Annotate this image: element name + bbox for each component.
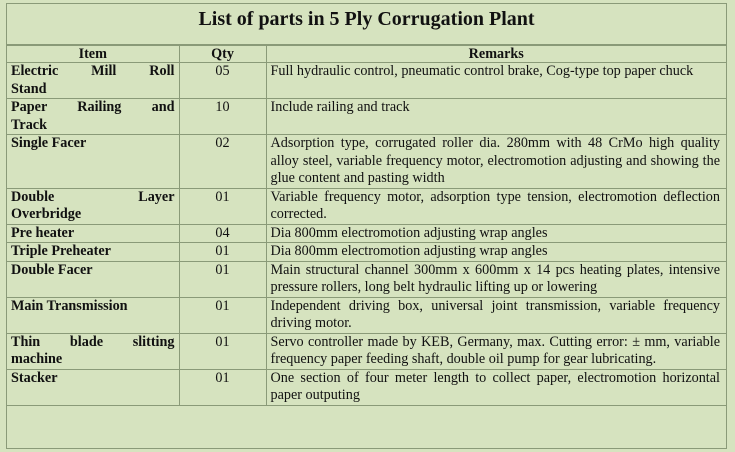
item-name-line: Single Facer [11, 135, 87, 151]
item-cell [7, 297, 179, 333]
item-cell [7, 243, 179, 262]
item-cell [7, 188, 179, 224]
remarks-cell: Variable frequency motor, adsorption type tension, electromotion deflection corrected. [266, 188, 726, 224]
remarks-cell: Dia 800mm electromotion adjusting wrap angles [266, 224, 726, 243]
item-name-line: Thin blade slitting [11, 333, 175, 350]
qty-cell: 10 [179, 99, 266, 135]
table-row [7, 333, 726, 369]
qty-cell: 04 [179, 224, 266, 243]
item-name-line: Stand [11, 80, 47, 97]
qty-cell: 02 [179, 135, 266, 189]
parts-table-body [7, 63, 726, 406]
qty-cell: 01 [179, 297, 266, 333]
item-name-line: Stacker [11, 369, 58, 386]
remarks-cell: Servo controller made by KEB, Germany, max. Cutting error: ± mm, variable frequency paper feeding shaft, double oil pump for gear lubricating. [266, 333, 726, 369]
column-header-item: Item [7, 46, 179, 63]
item-name-line: Overbridge [11, 206, 82, 222]
table-row [7, 297, 726, 333]
table-row [7, 135, 726, 189]
table-row [7, 369, 726, 405]
item-name-line: Electric Mill Roll [11, 63, 175, 79]
table-header-row [7, 46, 726, 63]
item-cell [7, 333, 179, 369]
table-row [7, 243, 726, 262]
item-cell [7, 99, 179, 135]
table-row [7, 261, 726, 297]
column-header-qty: Qty [179, 46, 266, 63]
item-name-line: Triple Preheater [11, 243, 111, 259]
item-name-line: Paper Railing and [11, 99, 175, 115]
parts-table [7, 45, 726, 406]
qty-cell: 01 [179, 188, 266, 224]
table-row [7, 188, 726, 224]
item-name-line: Double Facer [11, 261, 93, 278]
item-name-line: Double Layer [11, 188, 175, 205]
item-name-line: machine [11, 351, 63, 367]
remarks-cell: Full hydraulic control, pneumatic control brake, Cog-type top paper chuck [266, 63, 726, 99]
item-name-line: Track [11, 116, 47, 133]
item-cell [7, 63, 179, 99]
qty-cell: 01 [179, 369, 266, 405]
qty-cell: 05 [179, 63, 266, 99]
parts-list-frame [6, 3, 727, 449]
item-name-line: Pre heater [11, 224, 75, 241]
remarks-cell: Adsorption type, corrugated roller dia. 280mm with 48 CrMo high quality alloy steel, variable frequency motor, electromotion adjusting and showing the glue content and pasting width [266, 135, 726, 189]
remarks-cell: Dia 800mm electromotion adjusting wrap angles [266, 243, 726, 262]
column-header-remarks: Remarks [266, 46, 726, 63]
remarks-cell: Include railing and track [266, 99, 726, 135]
qty-cell: 01 [179, 243, 266, 262]
qty-cell: 01 [179, 333, 266, 369]
remarks-cell: Independent driving box, universal joint transmission, variable frequency driving motor. [266, 297, 726, 333]
item-cell [7, 135, 179, 189]
item-cell [7, 261, 179, 297]
table-row [7, 99, 726, 135]
table-row [7, 63, 726, 99]
item-cell [7, 224, 179, 243]
item-name-line: Main Transmission [11, 297, 128, 314]
item-cell [7, 369, 179, 405]
qty-cell: 01 [179, 261, 266, 297]
table-row [7, 224, 726, 243]
remarks-cell: One section of four meter length to collect paper, electromotion horizontal paper outputing [266, 369, 726, 405]
page-title: List of parts in 5 Ply Corrugation Plant [7, 4, 726, 45]
remarks-cell: Main structural channel 300mm x 600mm x 14 pcs heating plates, intensive pressure rollers, long belt hydraulic lifting up or lowering [266, 261, 726, 297]
